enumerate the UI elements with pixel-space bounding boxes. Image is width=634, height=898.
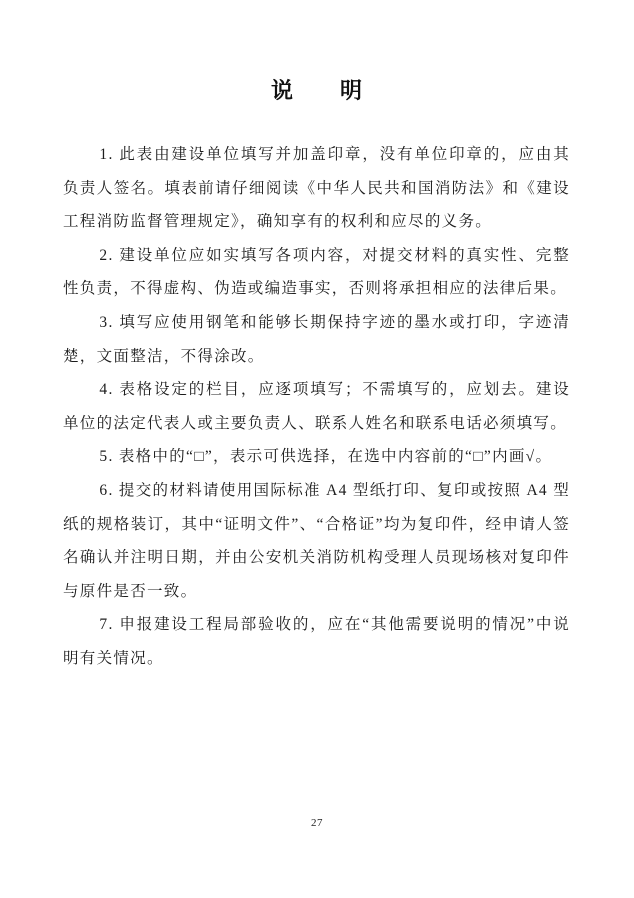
document-body [63,138,570,676]
instruction-paragraph-6: 6. 提交的材料请使用国际标准 A4 型纸打印、复印或按照 A4 型纸的规格装订，其中“证明文件”、“合格证”均为复印件，经申请人签名确认并注明日期，并由公安机关消防机构受理人员现场核对复印件与原件是否一致。 [63,481,570,600]
instruction-paragraph-5: 5. 表格中的“□”，表示可供选择，在选中内容前的“□”内画√。 [99,448,553,466]
instruction-paragraph-7: 7. 申报建设工程局部验收的，应在“其他需要说明的情况”中说明有关情况。 [63,616,570,667]
page-title: 说 明 [270,78,363,103]
page-number: 27 [311,817,323,829]
instruction-paragraph-3: 3. 填写应使用钢笔和能够长期保持字迹的墨水或打印，字迹清楚，文面整洁，不得涂改。 [63,313,570,365]
instruction-paragraph-1: 1. 此表由建设单位填写并加盖印章，没有单位印章的，应由其负责人签名。填表前请仔细阅读《中华人民共和国消防法》和《建设工程消防监督管理规定》，确知享有的权利和应尽的义务。 [63,146,570,231]
instruction-paragraph-2: 2. 建设单位应如实填写各项内容，对提交材料的真实性、完整性负责，不得虚构、伪造或编造事实，否则将承担相应的法律后果。 [63,246,570,298]
instruction-paragraph-4: 4. 表格设定的栏目，应逐项填写；不需填写的，应划去。建设单位的法定代表人或主要负责人、联系人姓名和联系电话必须填写。 [63,381,570,432]
